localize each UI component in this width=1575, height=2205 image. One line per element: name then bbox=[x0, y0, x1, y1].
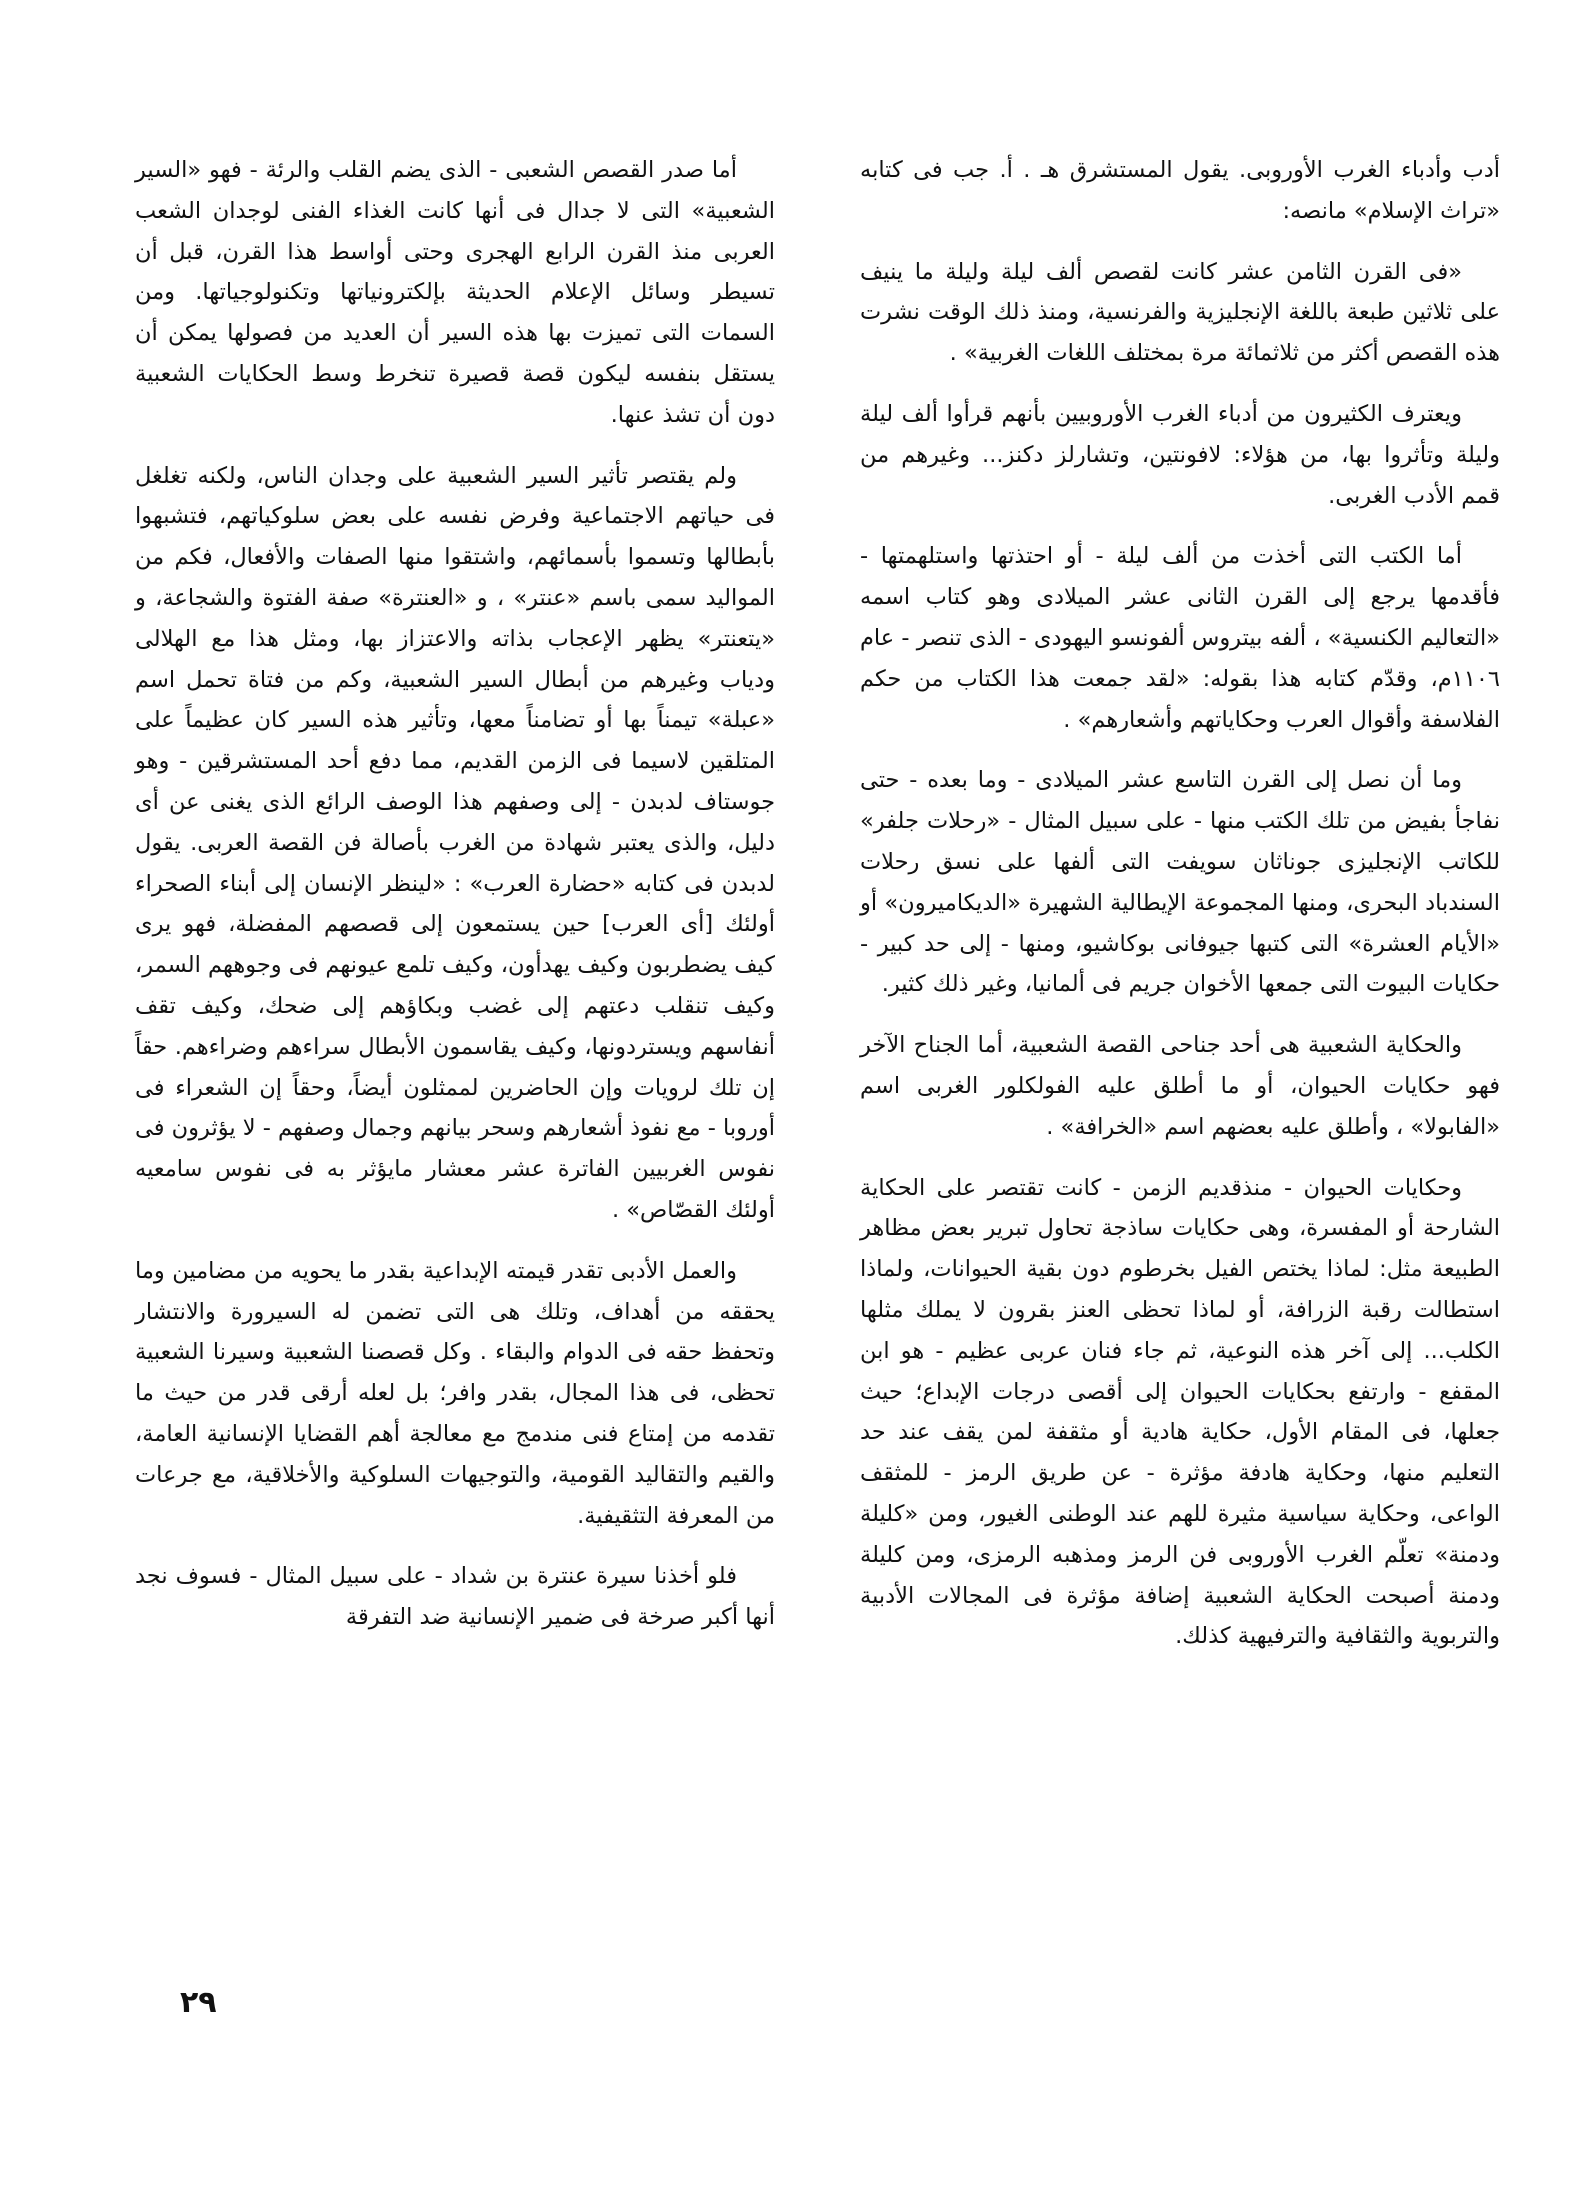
paragraph: أما صدر القصص الشعبى - الذى يضم القلب والرئة - فهو «السير الشعبية» التى لا جدال فى أنها كانت الغذاء الفنى لوجدان الشعب العربى منذ القرن الرابع الهجرى وحتى أواسط هذا القرن، قبل أن تسيطر وسائل الإعلام الحديثة بإلكترونياتها وتكنولوجياتها. ومن السمات التى تميزت بها هذه السير أن العديد من فصولها يمكن أن يستقل بنفسه ليكون قصة قصيرة تنخرط وسط الحكايات الشعبية دون أن تشذ عنها. bbox=[135, 157, 775, 428]
paragraph: أما الكتب التى أخذت من ألف ليلة - أو احتذتها واستلهمتها - فأقدمها يرجع إلى القرن الثانى عشر الميلادى وهو كتاب اسمه «التعاليم الكنسية» ، ألفه بيتروس ألفونسو اليهودى - الذى تنصر - عام ١١٠٦م، وقدّم كتابه هذا بقوله: «لقد جمعت هذا الكتاب من حكم الفلاسفة وأقوال العرب وحكاياتهم وأشعارهم» . bbox=[860, 543, 1500, 733]
paragraph: والحكاية الشعبية هى أحد جناحى القصة الشعبية، أما الجناح الآخر فهو حكايات الحيوان، أو ما أطلق عليه الفولكلور الغربى اسم «الفابولا» ، وأطلق عليه بعضهم اسم «الخرافة» . bbox=[860, 1032, 1500, 1140]
paragraph: ويعترف الكثيرون من أدباء الغرب الأوروبيين بأنهم قرأوا ألف ليلة وليلة وتأثروا بها، من هؤلاء: لافونتين، وتشارلز دكنز... وغيرهم من قمم الأدب الغربى. bbox=[860, 400, 1500, 509]
right-column bbox=[860, 150, 1500, 1677]
paragraph: فلو أخذنا سيرة عنترة بن شداد - على سبيل المثال - فسوف نجد أنها أكبر صرخة فى ضمير الإنسانية ضد التفرقة bbox=[135, 1563, 775, 1631]
paragraph: وحكايات الحيوان - منذقديم الزمن - كانت تقتصر على الحكاية الشارحة أو المفسرة، وهى حكايات ساذجة تحاول تبرير بعض مظاهر الطبيعة مثل: لماذا يختص الفيل بخرطوم دون بقية الحيوانات، ولماذا استطالت رقبة الزرافة، أو لماذا تحظى العنز بقرون لا يملك مثلها الكلب... إلى آخر هذه النوعية، ثم جاء فنان عربى عظيم - هو ابن المقفع - وارتفع بحكايات الحيوان إلى أقصى درجات الإبداع؛ حيث جعلها، فى المقام الأول، حكاية هادية أو مثقفة لمن يقف عند حد التعليم منها، وحكاية هادفة مؤثرة - عن طريق الرمز - للمثقف الواعى، وحكاية سياسية مثيرة للهم عند الوطنى الغيور، ومن «كليلة ودمنة» تعلّم الغرب الأوروبى فن الرمز ومذهبه الرمزى، ومن كليلة ودمنة أصبحت الحكاية الشعبية إضافة مؤثرة فى المجالات الأدبية والتربوية والثقافية والترفيهية كذلك. bbox=[860, 1174, 1500, 1650]
page-number: ٢٩ bbox=[180, 1985, 217, 2020]
paragraph: ولم يقتصر تأثير السير الشعبية على وجدان الناس، ولكنه تغلغل فى حياتهم الاجتماعية وفرض نفسه على بعض سلوكياتهم، فتشبهوا بأبطالها وتسموا بأسمائهم، واشتقوا منها الصفات والأفعال، فكم من المواليد سمى باسم «عنتر» ، و «العنترة» صفة الفتوة والشجاعة، و «يتعنتر» يظهر الإعجاب بذاته والاعتزاز بها، ومثل هذا مع الهلالى ودياب وغيرهم من أبطال السير الشعبية، وكم من فتاة تحمل اسم «عبلة» تيمناً بها أو تضامناً معها، وتأثير هذه السير كان عظيماً على المتلقين لاسيما فى الزمن القديم، مما دفع أحد المستشرقين - وهو جوستاف لدبدن - إلى وصفهم هذا الوصف الرائع الذى يغنى عن أى دليل، والذى يعتبر شهادة من الغرب بأصالة فن القصة العربى. يقول لدبدن فى كتابه «حضارة العرب» : «لينظر الإنسان إلى أبناء الصحراء أولئك [أى العرب] حين يستمعون إلى قصصهم المفضلة، فهو يرى كيف يضطربون وكيف يهدأون، وكيف تلمع عيونهم فى وجوههم السمر، وكيف تنقلب دعتهم إلى غضب وبكاؤهم إلى ضحك، وكيف تقف أنفاسهم ويستردونها، وكيف يقاسمون الأبطال سراءهم وضراءهم. حقاً إن تلك لرويات وإن الحاضرين لممثلون أيضاً، وحقاً إن الشعراء فى أوروبا - مع نفوذ أشعارهم وسحر بيانهم وجمال وصفهم - لا يؤثرون فى نفوس الغربيين الفاترة عشر معشار مايؤثر به فى نفوس سامعيه أولئك القصّاص» . bbox=[134, 462, 775, 1223]
paragraph: وما أن نصل إلى القرن التاسع عشر الميلادى - وما بعده - حتى نفاجأ بفيض من تلك الكتب منها - على سبيل المثال - «رحلات جلفر» للكاتب الإنجليزى جوناثان سويفت التى ألفها على نسق رحلات السندباد البحرى، ومنها المجموعة الإيطالية الشهيرة «الديكاميرون» أو «الأيام العشرة» التى كتبها جيوفانى بوكاشيو، ومنها - إلى حد كبير - حكايات البيوت التى جمعها الأخوان جريم فى ألمانيا، وغير ذلك كثير. bbox=[860, 767, 1500, 998]
paragraph: أدب وأدباء الغرب الأوروبى. يقول المستشرق هـ . أ. جب فى كتابه «تراث الإسلام» مانصه: bbox=[860, 157, 1500, 224]
left-column bbox=[135, 150, 775, 1658]
paragraph: والعمل الأدبى تقدر قيمته الإبداعية بقدر ما يحويه من مضامين وما يحققه من أهداف، وتلك هى التى تضمن له السيرورة والانتشار وتحفظ حقه فى الدوام والبقاء . وكل قصصنا الشعبية وسيرنا الشعبية تحظى، فى هذا المجال، بقدر وافر؛ بل لعله أرقى قدر من حيث ما تقدمه من إمتاع فنى مندمج مع معالجة أهم القضايا الإنسانية العامة، والقيم والتقاليد القومية، والتوجيهات السلوكية والأخلاقية، مع جرعات من المعرفة التثقيفية. bbox=[135, 1257, 775, 1529]
quote-paragraph: «فى القرن الثامن عشر كانت لقصص ألف ليلة وليلة ما ينيف على ثلاثين طبعة باللغة الإنجليزية والفرنسية، ومنذ ذلك الوقت نشرت هذه القصص أكثر من ثلاثمائة مرة بمختلف اللغات الغربية» . bbox=[860, 258, 1500, 367]
